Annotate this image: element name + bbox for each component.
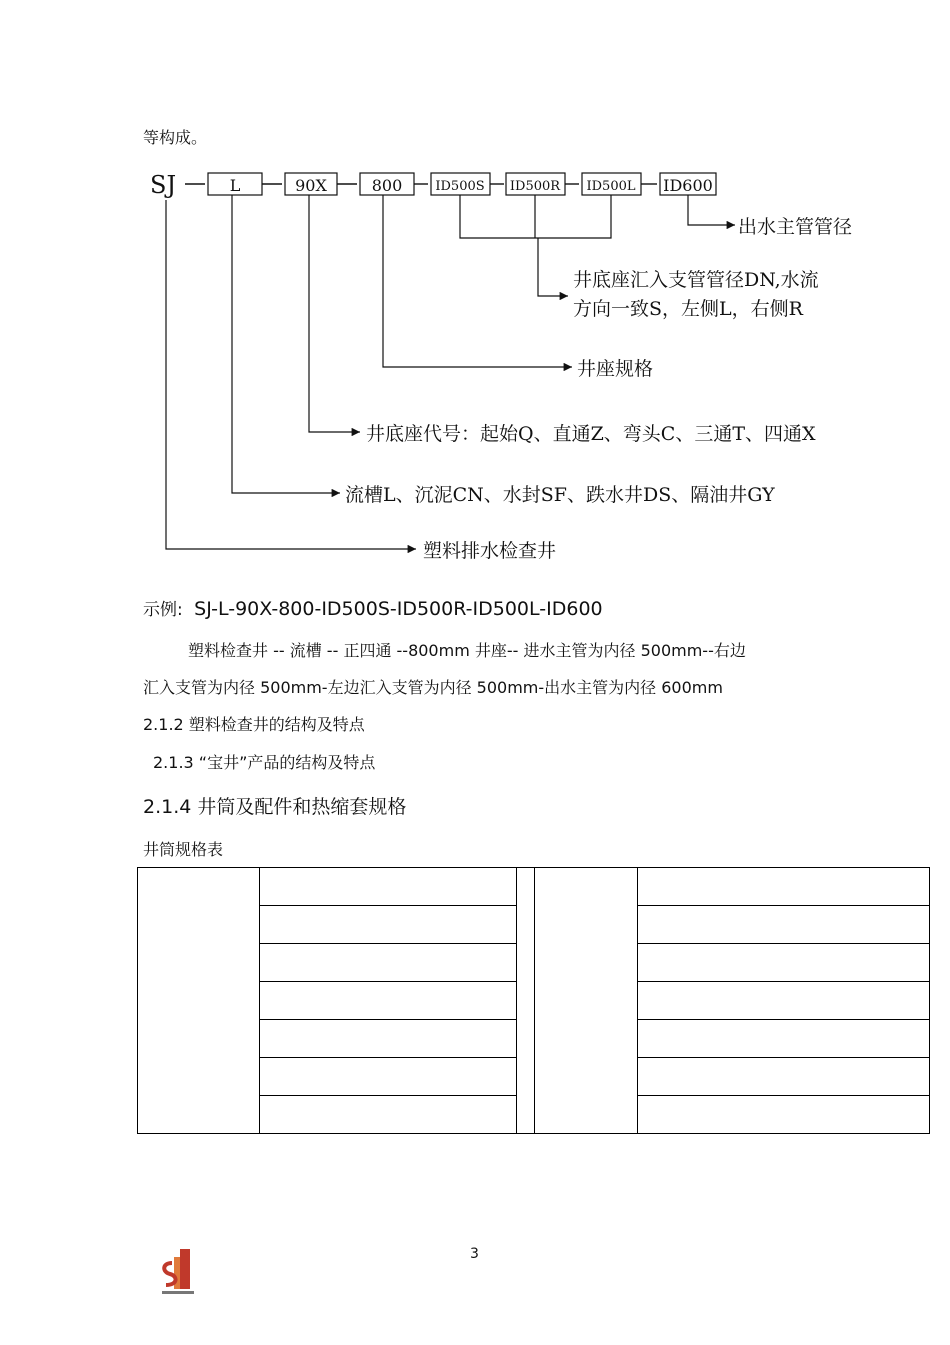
code-box-inlet-s: ID500S xyxy=(435,179,485,194)
code-box-base-code: 90X xyxy=(295,176,327,195)
table-cell xyxy=(260,1058,517,1096)
desc-product: 塑料排水检查井 xyxy=(423,540,557,562)
page-number: 3 xyxy=(470,1246,479,1262)
code-prefix: SJ xyxy=(150,171,177,199)
desc-inlet-line1: 井底座汇入支管管径DN,水流 xyxy=(573,269,819,291)
table-cell xyxy=(260,906,517,944)
table-cell xyxy=(138,868,260,1134)
table-row xyxy=(138,868,930,906)
table-cell xyxy=(638,1020,930,1058)
code-box-outlet: ID600 xyxy=(663,176,713,195)
logo-mark-icon xyxy=(158,1245,198,1297)
table-cell xyxy=(638,1096,930,1134)
table-cell xyxy=(638,982,930,1020)
code-box-inlet-l: ID500L xyxy=(586,179,636,194)
example-label: 示例: xyxy=(143,600,183,620)
explain-line-1: 塑料检查井 -- 流槽 -- 正四通 --800mm 井座-- 进水主管为内径 500mm--右边 xyxy=(188,641,746,660)
company-logo xyxy=(158,1245,198,1301)
heading-2-1-4: 2.1.4 井筒及配件和热缩套规格 xyxy=(143,796,407,818)
desc-base-spec: 井座规格 xyxy=(577,358,654,380)
intro-text: 等构成。 xyxy=(143,128,208,147)
desc-inlet-line2: 方向一致S，左侧L，右侧R xyxy=(573,298,803,320)
code-box-channel: L xyxy=(229,176,241,195)
table-cell xyxy=(260,1020,517,1058)
table-cell xyxy=(638,944,930,982)
table-cell xyxy=(638,906,930,944)
table-cell xyxy=(260,1096,517,1134)
heading-2-1-2: 2.1.2 塑料检查井的结构及特点 xyxy=(143,715,365,734)
example-code: SJ-L-90X-800-ID500S-ID500R-ID500L-ID600 xyxy=(194,598,603,620)
shaft-spec-table xyxy=(137,867,930,1134)
table-cell xyxy=(260,944,517,982)
desc-base-code: 井底座代号：起始Q、直通Z、弯头C、三通T、四通X xyxy=(366,423,816,445)
table-cell xyxy=(260,982,517,1020)
table-cell xyxy=(517,868,535,1134)
table-caption: 井筒规格表 xyxy=(143,840,224,859)
explain-line-2: 汇入支管为内径 500mm-左边汇入支管为内径 500mm-出水主管为内径 600mm xyxy=(143,678,723,697)
code-box-inlet-r: ID500R xyxy=(509,179,561,194)
table-cell xyxy=(535,868,638,1134)
heading-2-1-3: 2.1.3 “宝井”产品的结构及特点 xyxy=(153,753,376,772)
table-cell xyxy=(638,1058,930,1096)
code-box-base-spec: 800 xyxy=(371,176,403,195)
table-cell xyxy=(260,868,517,906)
desc-outlet: 出水主管管径 xyxy=(738,216,853,238)
example-line xyxy=(143,595,603,620)
table-cell xyxy=(638,868,930,906)
desc-channel: 流槽L、沉泥CN、水封SF、跌水井DS、隔油井GY xyxy=(345,484,775,506)
code-structure-diagram xyxy=(0,0,950,600)
